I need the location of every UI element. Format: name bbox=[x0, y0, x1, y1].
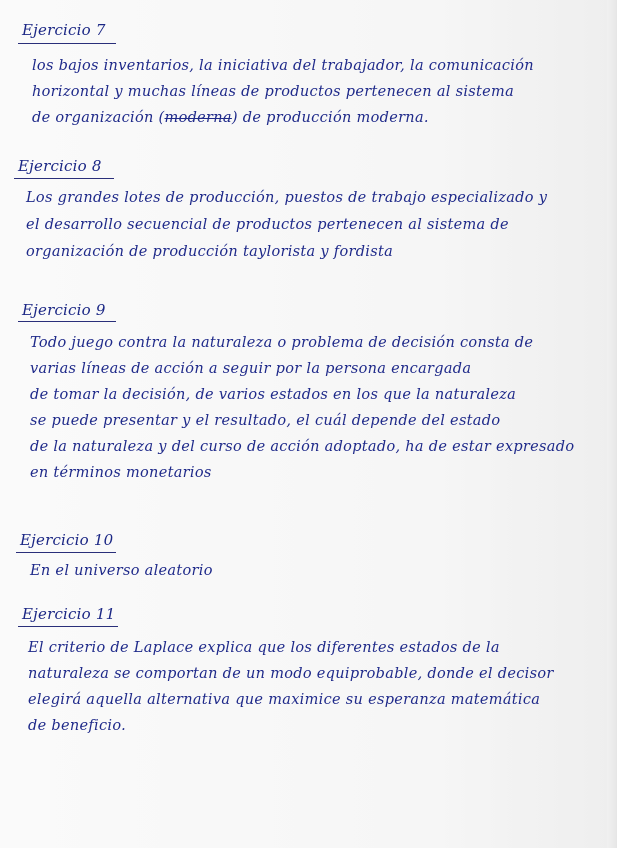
text-line: En el universo aleatorio bbox=[30, 563, 213, 579]
text-line: horizontal y muchas líneas de productos pertenecen al sistema bbox=[32, 84, 515, 100]
text-line: Todo juego contra la naturaleza o problema de decisión consta de bbox=[30, 335, 534, 351]
text-line: elegirá aquella alternativa que maximice su esperanza matemática bbox=[28, 692, 541, 708]
text-line: se puede presentar y el resultado, el cuál depende del estado bbox=[30, 413, 501, 429]
text-line: varias líneas de acción a seguir por la persona encargada bbox=[30, 361, 472, 377]
text-line: naturaleza se comportan de un modo equiprobable, donde el decisor bbox=[28, 666, 554, 682]
heading-underline bbox=[18, 321, 116, 322]
text-fragment: ) de producción moderna. bbox=[231, 110, 429, 126]
page-edge-shadow bbox=[607, 0, 617, 848]
heading-ejercicio-7: Ejercicio 7 bbox=[22, 21, 106, 39]
text-line: en términos monetarios bbox=[30, 465, 212, 481]
heading-underline bbox=[18, 626, 118, 627]
heading-ejercicio-11: Ejercicio 11 bbox=[22, 605, 116, 623]
text-line bbox=[32, 110, 429, 126]
text-line: de beneficio. bbox=[28, 718, 127, 734]
text-line: Los grandes lotes de producción, puestos de trabajo especializado y bbox=[26, 190, 548, 206]
text-line: El criterio de Laplace explica que los diferentes estados de la bbox=[28, 640, 500, 656]
struck-word: moderna bbox=[164, 110, 232, 126]
heading-ejercicio-9: Ejercicio 9 bbox=[22, 301, 106, 319]
heading-underline bbox=[14, 178, 114, 179]
text-fragment: de organización ( bbox=[32, 110, 165, 126]
text-line: los bajos inventarios, la iniciativa del trabajador, la comunicación bbox=[32, 58, 534, 74]
heading-underline bbox=[18, 43, 116, 44]
text-line: organización de producción taylorista y fordista bbox=[26, 244, 394, 260]
heading-ejercicio-8: Ejercicio 8 bbox=[18, 157, 102, 175]
heading-ejercicio-10: Ejercicio 10 bbox=[20, 531, 114, 549]
text-line: el desarrollo secuencial de productos pertenecen al sistema de bbox=[26, 217, 509, 233]
text-line: de tomar la decisión, de varios estados en los que la naturaleza bbox=[30, 387, 517, 403]
heading-underline bbox=[16, 552, 116, 553]
text-line: de la naturaleza y del curso de acción adoptado, ha de estar expresado bbox=[30, 439, 575, 455]
